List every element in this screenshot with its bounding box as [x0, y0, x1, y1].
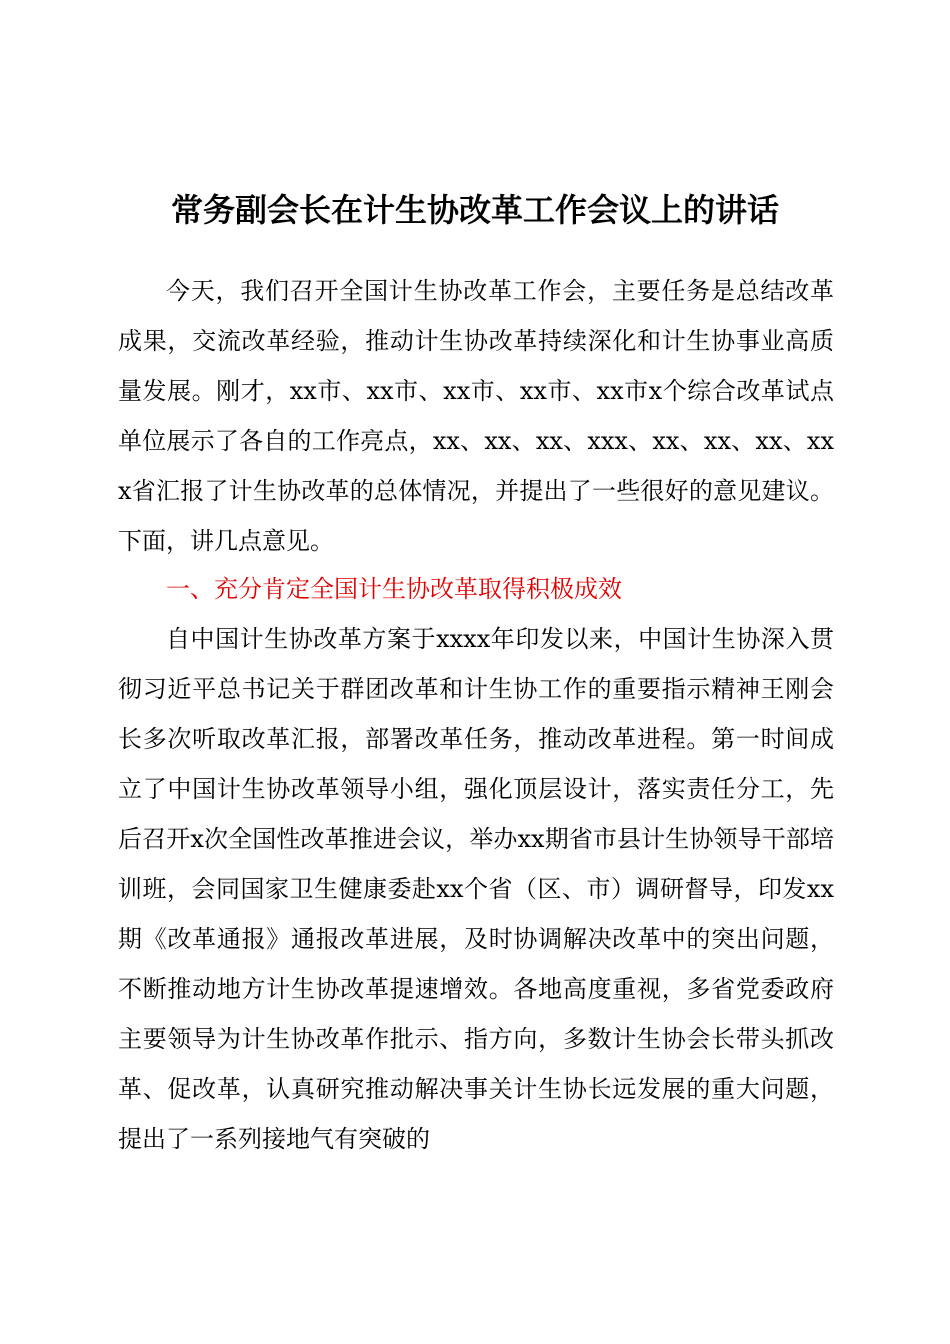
paragraph-intro: 今天，我们召开全国计生协改革工作会，主要任务是总结改革成果，交流改革经验，推动计生协改革持续深化和计生协事业高质量发展。刚才，xx市、xx市、xx市、xx市、xx市x个综合改革试点单位展示了各自的工作亮点，xx、xx、xx、xxx、xx、xx、xx、xxx省汇报了计生协改革的总体情况，并提出了一些很好的意见建议。下面，讲几点意见。: [118, 277, 834, 555]
body-block-intro: [118, 266, 834, 566]
section-heading-1: 一、充分肯定全国计生协改革取得积极成效: [166, 575, 622, 603]
paragraph-section1: 自中国计生协改革方案于xxxx年印发以来，中国计生协深入贯彻习近平总书记关于群团改革和计生协工作的重要指示精神王刚会长多次听取改革汇报，部署改革任务，推动改革进程。第一时间成立了中国计生协改革领导小组，强化顶层设计，落实责任分工，先后召开x次全国性改革推进会议，举办xx期省市县计生协领导干部培训班，会同国家卫生健康委赴xx个省（区、市）调研督导，印发xx期《改革通报》通报改革进展，及时协调解决改革中的突出问题，不断推动地方计生协改革提速增效。各地高度重视，多省党委政府主要领导为计生协改革作批示、指方向，多数计生协会长带头抓改革、促改革，认真研究推动解决事关计生协长远发展的重大问题，提出了一系列接地气有突破的: [118, 625, 834, 1153]
section-heading-block: [118, 564, 834, 614]
document-title: 常务副会长在计生协改革工作会议上的讲话: [170, 191, 779, 229]
body-block-section1: [118, 614, 834, 1164]
